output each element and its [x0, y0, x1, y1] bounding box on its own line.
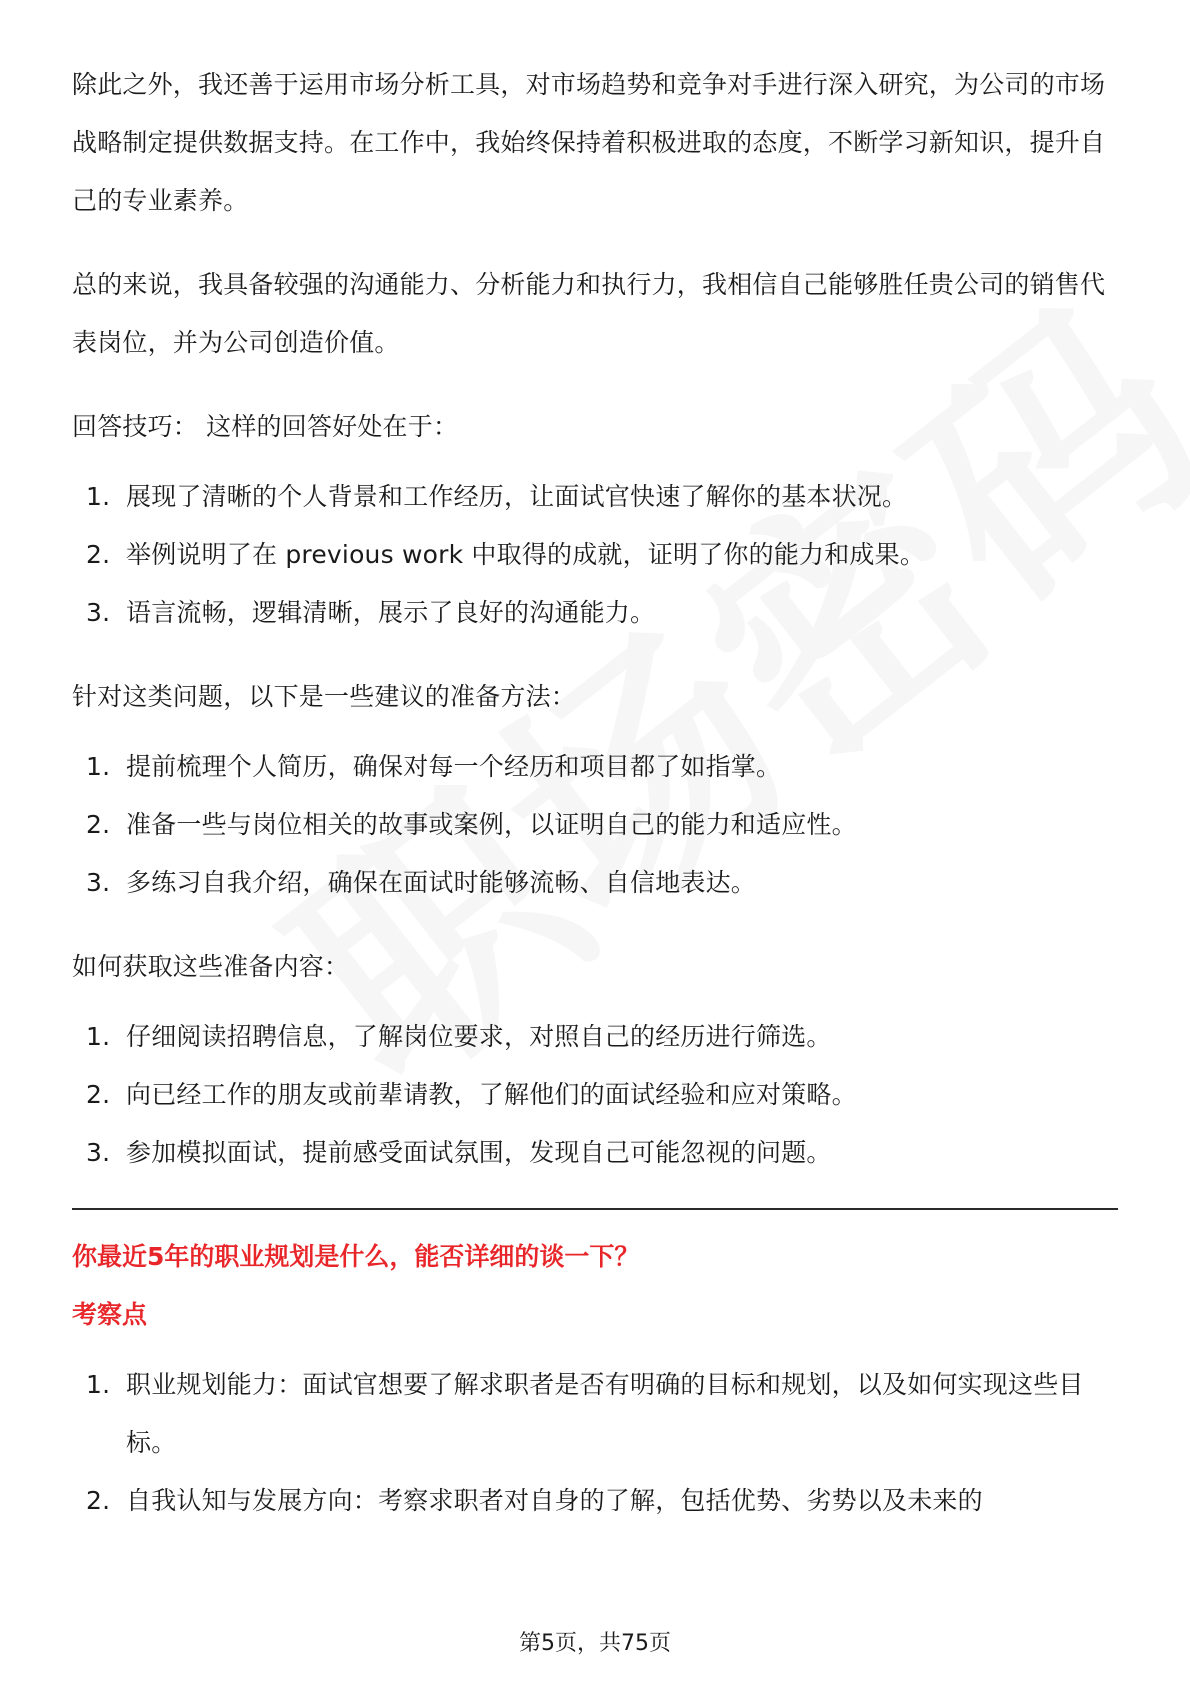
- paragraph-prep-heading: 针对这类问题，以下是一些建议的准备方法：: [72, 682, 577, 711]
- list-item: 1. 展现了清晰的个人背景和工作经历，让面试官快速了解你的基本状况。: [86, 482, 908, 511]
- section-divider: [72, 1208, 1118, 1210]
- paragraph-obtain-heading: 如何获取这些准备内容：: [72, 952, 350, 981]
- list-item: 3. 参加模拟面试，提前感受面试氛围，发现自己可能忽视的问题。: [86, 1138, 832, 1167]
- list-item: 3. 多练习自我介绍，确保在面试时能够流畅、自信地表达。: [86, 868, 757, 897]
- question-title: 你最近5年的职业规划是什么，能否详细的谈一下？: [72, 1242, 640, 1271]
- list-item: 2. 自我认知与发展方向：考察求职者对自身的了解，包括优势、劣势以及未来的: [86, 1486, 983, 1515]
- paragraph-summary: 总的来说，我具备较强的沟通能力、分析能力和执行力，我相信自己能够胜任贵公司的销售代表岗位，并为公司创造价值。: [72, 270, 1106, 357]
- document-page: [72, 56, 1118, 1556]
- obtain-list: [72, 1008, 1118, 1182]
- list-item: 1. 提前梳理个人简历，确保对每一个经历和项目都了如指掌。: [86, 752, 782, 781]
- list-item: 3. 语言流畅，逻辑清晰，展示了良好的沟通能力。: [86, 598, 656, 627]
- prep-list: [72, 738, 1118, 912]
- list-item: 2. 准备一些与岗位相关的故事或案例，以证明自己的能力和适应性。: [86, 810, 857, 839]
- page-footer: 第5页，共75页: [519, 1631, 671, 1656]
- list-item: 1. 职业规划能力：面试官想要了解求职者是否有明确的目标和规划，以及如何实现这些目标。: [86, 1370, 1084, 1457]
- paragraph-tips-heading: 回答技巧： 这样的回答好处在于：: [72, 412, 459, 441]
- paragraph-intro: 除此之外，我还善于运用市场分析工具，对市场趋势和竞争对手进行深入研究，为公司的市场战略制定提供数据支持。在工作中，我始终保持着积极进取的态度，不断学习新知识，提升自己的专业素养。: [72, 70, 1106, 215]
- tips-list: [72, 468, 1118, 642]
- list-item: 2. 举例说明了在 previous work 中取得的成就，证明了你的能力和成果。: [86, 540, 926, 569]
- assessment-list: [72, 1356, 1118, 1530]
- section-label: 考察点: [72, 1300, 148, 1329]
- list-item: 2. 向已经工作的朋友或前辈请教，了解他们的面试经验和应对策略。: [86, 1080, 857, 1109]
- list-item: 1. 仔细阅读招聘信息，了解岗位要求，对照自己的经历进行筛选。: [86, 1022, 832, 1051]
